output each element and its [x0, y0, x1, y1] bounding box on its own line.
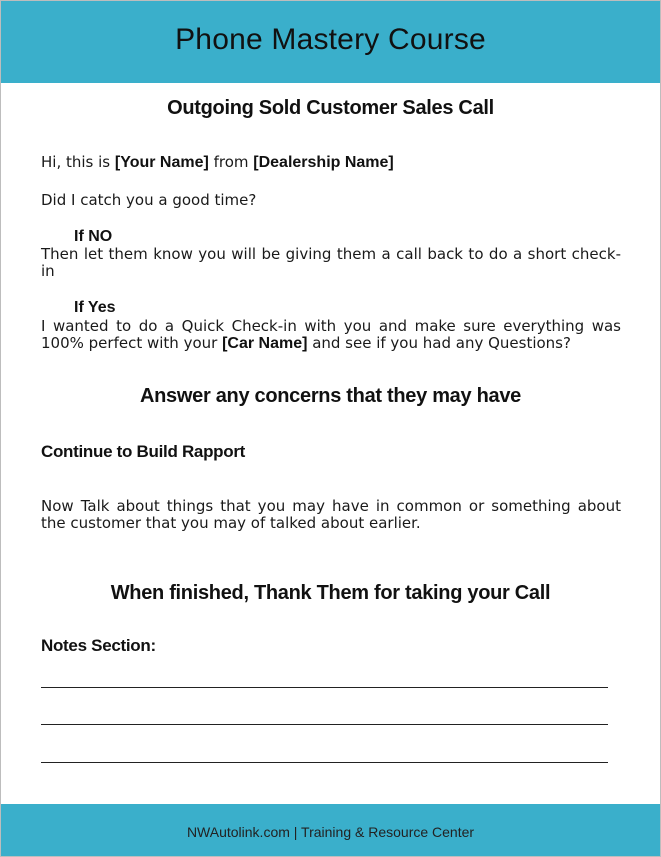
if-yes-text-before: I wanted to do a Quick Check-in with you and make sure everything was 100% perfect with your	[41, 317, 621, 352]
if-no-label: If NO	[74, 228, 113, 245]
footer-banner	[1, 804, 660, 856]
if-yes-text-after: and see if you had any Questions?	[307, 334, 571, 352]
rapport-text: Now Talk about things that you may have in common or something about the customer that you may of talked about earlier.	[41, 497, 621, 532]
header-banner	[1, 1, 660, 83]
greeting-middle: from	[208, 153, 254, 171]
notes-label: Notes Section:	[41, 636, 156, 655]
car-name-placeholder: [Car Name]	[222, 335, 308, 352]
script-title: Outgoing Sold Customer Sales Call	[167, 97, 494, 119]
notes-line	[41, 762, 608, 763]
concerns-heading: Answer any concerns that they may have	[140, 385, 521, 407]
rapport-heading: Continue to Build Rapport	[41, 442, 246, 461]
greeting-line	[41, 154, 621, 171]
question-line: Did I catch you a good time?	[41, 191, 257, 209]
notes-line	[41, 687, 608, 688]
dealership-name-placeholder: [Dealership Name]	[253, 154, 394, 171]
if-yes-text	[41, 318, 621, 352]
greeting-prefix: Hi, this is	[41, 153, 115, 171]
finish-heading: When finished, Thank Them for taking your Call	[110, 582, 551, 604]
footer-text: NWAutolink.com | Training & Resource Center	[186, 824, 475, 840]
course-title: Phone Mastery Course	[175, 23, 486, 56]
if-yes-label: If Yes	[74, 299, 116, 316]
notes-line	[41, 724, 608, 725]
if-no-text: Then let them know you will be giving them a call back to do a short check-in	[41, 245, 621, 280]
your-name-placeholder: [Your Name]	[114, 154, 209, 171]
